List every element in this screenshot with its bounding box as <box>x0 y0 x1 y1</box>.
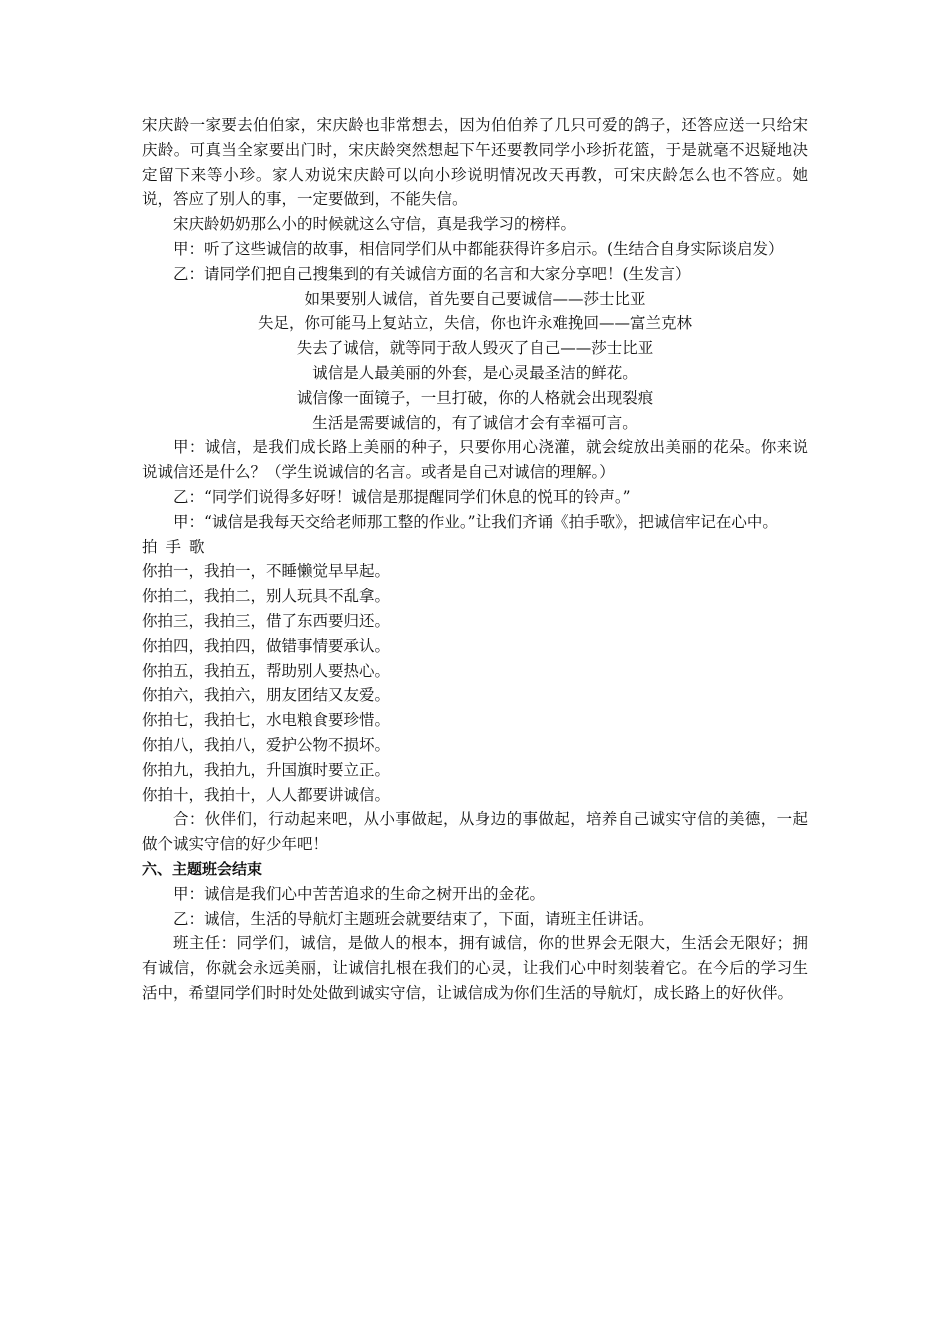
song-line: 你拍一，我拍一，不睡懒觉早早起。 <box>142 562 391 581</box>
song-line: 你拍四，我拍四，做错事情要承认。 <box>142 636 391 655</box>
teacher-speech: 班主任：同学们，诚信，是做人的根本，拥有诚信，你的世界会无限大，生活会无限好；拥有诚信，你就会永远美丽，让诚信扎根在我们的心灵，让我们心中时刻装着它。在今后的学习生活中，希望同学们时时处处做到诚实守信，让诚信成为你们生活的导航灯，成长路上的好伙伴。 <box>142 934 808 1002</box>
quote-line: 生活是需要诚信的，有了诚信才会有幸福可言。 <box>312 413 638 432</box>
chorus-line: 合：伙伴们，行动起来吧，从小事做起，从身边的事做起，培养自己诚实守信的美德，一起做个诚实守信的好少年吧！ <box>142 810 808 854</box>
section-heading: 六、主题班会结束 <box>142 859 263 878</box>
host-yi-line: 乙：“同学们说得多好呀！诚信是那提醒同学们休息的悦耳的铃声。” <box>173 487 631 506</box>
song-line: 你拍八，我拍八，爱护公物不损坏。 <box>142 735 391 754</box>
document-page <box>142 113 808 1006</box>
host-jia-line: 甲：诚信是我们心中苦苦追求的生命之树开出的金花。 <box>173 884 546 903</box>
quote-line: 如果要别人诚信，首先要自己要诚信——莎士比亚 <box>304 289 646 308</box>
song-line: 你拍十，我拍十，人人都要讲诚信。 <box>142 785 391 804</box>
song-title: 拍手歌 <box>142 537 213 556</box>
song-line: 你拍三，我拍三，借了东西要归还。 <box>142 611 391 630</box>
quote-line: 诚信像一面镜子，一旦打破，你的人格就会出现裂痕 <box>296 388 654 407</box>
reflection-paragraph: 宋庆龄奶奶那么小的时候就这么守信，真是我学习的榜样。 <box>173 215 577 234</box>
host-jia-line: 甲：诚信，是我们成长路上美丽的种子，只要你用心浇灌，就会绽放出美丽的花朵。你来说说诚信还是什么？（学生说诚信的名言。或者是自己对诚信的理解。） <box>142 438 808 482</box>
host-yi-line: 乙：诚信，生活的导航灯主题班会就要结束了，下面，请班主任讲话。 <box>173 909 654 928</box>
host-jia-line: 甲：“诚信是我每天交给老师那工整的作业。”让我们齐诵《拍手歌》，把诚信牢记在心中。 <box>173 512 778 531</box>
host-jia-line: 甲：听了这些诚信的故事，相信同学们从中都能获得许多启示。(生结合自身实际谈启发） <box>173 239 784 258</box>
quotes-block <box>142 287 808 436</box>
song-line: 你拍六，我拍六，朋友团结又友爱。 <box>142 686 391 705</box>
quote-line: 失足，你可能马上复站立，失信，你也许永难挽回——富兰克林 <box>257 314 692 333</box>
song-line: 你拍二，我拍二，别人玩具不乱拿。 <box>142 587 391 606</box>
host-yi-line: 乙：请同学们把自己搜集到的有关诚信方面的名言和大家分享吧！(生发言） <box>173 264 691 283</box>
song-line: 你拍七，我拍七，水电粮食要珍惜。 <box>142 711 391 730</box>
quote-line: 失去了诚信，就等同于敌人毁灭了自己——莎士比亚 <box>296 339 654 358</box>
story-paragraph: 宋庆龄一家要去伯伯家，宋庆龄也非常想去，因为伯伯养了几只可爱的鸽子，还答应送一只给宋庆龄。可真当全家要出门时，宋庆龄突然想起下午还要教同学小珍折花篮，于是就毫不迟疑地决定留下来等小珍。家人劝说宋庆龄可以向小珍说明情况改天再教，可宋庆龄怎么也不答应。她说，答应了别人的事，一定要做到，不能失信。 <box>142 116 808 209</box>
quote-line: 诚信是人最美丽的外套，是心灵最圣洁的鲜花。 <box>312 363 638 382</box>
song-block <box>142 535 808 808</box>
song-line: 你拍五，我拍五，帮助别人要热心。 <box>142 661 391 680</box>
song-line: 你拍九，我拍九，升国旗时要立正。 <box>142 760 391 779</box>
